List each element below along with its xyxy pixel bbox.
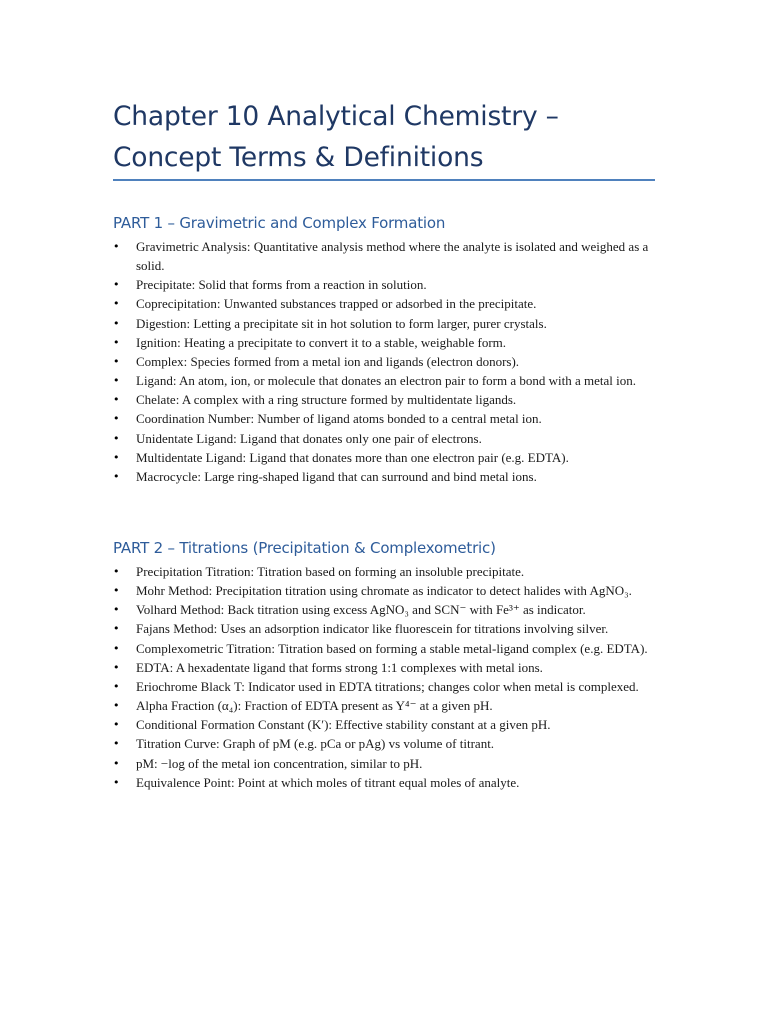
definition-text: Coprecipitation: Unwanted substances trapped or adsorbed in the precipitate. — [136, 296, 537, 312]
bullet-icon: • — [113, 603, 120, 617]
bullet-icon: • — [113, 374, 120, 388]
bullet-icon: • — [113, 775, 120, 789]
definition-item — [113, 773, 658, 792]
bullet-icon: • — [113, 469, 120, 483]
definition-item — [113, 237, 658, 275]
definition-text: Precipitate: Solid that forms from a reaction in solution. — [136, 277, 427, 293]
bullet-icon: • — [113, 679, 120, 693]
definition-item — [113, 371, 658, 390]
bullet-icon: • — [113, 316, 120, 330]
bullet-icon: • — [113, 354, 120, 368]
bullet-icon: • — [113, 737, 120, 751]
bullet-icon: • — [113, 622, 120, 636]
section-heading-part-2: PART 2 – Titrations (Precipitation & Complexometric) — [113, 539, 496, 557]
definition-list-part-2 — [113, 562, 658, 792]
bullet-icon: • — [113, 584, 120, 598]
definition-item — [113, 314, 658, 333]
bullet-icon: • — [113, 278, 120, 292]
definition-item — [113, 333, 658, 352]
definition-text: Alpha Fraction (α₄): Fraction of EDTA present as Y⁴⁻ at a given pH. — [136, 698, 493, 714]
definition-item — [113, 600, 658, 619]
definition-text: pM: −log of the metal ion concentration, similar to pH. — [136, 755, 423, 771]
bullet-icon: • — [113, 240, 120, 253]
definition-text: Gravimetric Analysis: Quantitative analysis method where the analyte is isolated and weighed as a solid. — [136, 239, 649, 274]
definition-text: Fajans Method: Uses an adsorption indicator like fluorescein for titrations involving silver. — [136, 621, 609, 637]
definition-text: EDTA: A hexadentate ligand that forms strong 1:1 complexes with metal ions. — [136, 659, 543, 675]
definition-text: Unidentate Ligand: Ligand that donates only one pair of electrons. — [136, 430, 482, 446]
definition-item — [113, 696, 658, 715]
title-underline-rule — [113, 179, 655, 181]
definition-item — [113, 754, 658, 773]
bullet-icon: • — [113, 699, 120, 713]
definition-text: Eriochrome Black T: Indicator used in EDTA titrations; changes color when metal is complexed. — [136, 678, 639, 694]
definition-text: Precipitation Titration: Titration based on forming an insoluble precipitate. — [136, 564, 525, 579]
bullet-icon: • — [113, 450, 120, 464]
definition-text: Macrocycle: Large ring-shaped ligand that can surround and bind metal ions. — [136, 468, 537, 484]
definition-text: Digestion: Letting a precipitate sit in hot solution to form larger, purer crystals. — [136, 315, 547, 331]
definition-item — [113, 562, 658, 581]
definition-item — [113, 294, 658, 313]
bullet-icon: • — [113, 335, 120, 349]
definition-text: Coordination Number: Number of ligand atoms bonded to a central metal ion. — [136, 411, 542, 427]
definition-text: Complex: Species formed from a metal ion and ligands (electron donors). — [136, 353, 520, 369]
definition-item — [113, 715, 658, 734]
section-heading-part-1: PART 1 – Gravimetric and Complex Formation — [113, 214, 446, 232]
definition-text: Mohr Method: Precipitation titration using chromate as indicator to detect halides with AgNO₃. — [136, 583, 632, 599]
bullet-icon: • — [113, 641, 120, 655]
definition-item — [113, 734, 658, 753]
definition-text: Chelate: A complex with a ring structure formed by multidentate ligands. — [136, 392, 517, 408]
definition-item — [113, 409, 658, 428]
definition-text: Equivalence Point: Point at which moles of titrant equal moles of analyte. — [136, 774, 520, 790]
document-title — [113, 96, 658, 178]
definition-text: Ligand: An atom, ion, or molecule that donates an electron pair to form a bond with a metal ion. — [136, 373, 637, 389]
bullet-icon: • — [113, 431, 120, 445]
definition-text: Ignition: Heating a precipitate to convert it to a stable, weighable form. — [136, 334, 507, 350]
definition-text: Conditional Formation Constant (K′): Effective stability constant at a given pH. — [136, 717, 551, 733]
definition-item — [113, 275, 658, 294]
definition-item — [113, 448, 658, 467]
definition-item — [113, 639, 658, 658]
definition-item — [113, 429, 658, 448]
definition-item — [113, 658, 658, 677]
definition-text: Volhard Method: Back titration using excess AgNO₃ and SCN⁻ with Fe³⁺ as indicator. — [136, 602, 586, 618]
definition-item — [113, 390, 658, 409]
document-title-line-1: Chapter 10 Analytical Chemistry – — [113, 101, 559, 132]
bullet-icon: • — [113, 660, 120, 674]
bullet-icon: • — [113, 718, 120, 732]
definition-item — [113, 677, 658, 696]
definition-text: Multidentate Ligand: Ligand that donates more than one electron pair (e.g. EDTA). — [136, 449, 569, 465]
definition-text: Complexometric Titration: Titration based on forming a stable metal-ligand complex (e.g. EDTA). — [136, 640, 648, 656]
bullet-icon: • — [113, 565, 120, 578]
bullet-icon: • — [113, 297, 120, 311]
definition-item — [113, 352, 658, 371]
document-title-line-2: Concept Terms & Definitions — [113, 142, 484, 173]
definition-list-part-1 — [113, 237, 658, 486]
definition-text: Titration Curve: Graph of pM (e.g. pCa or pAg) vs volume of titrant. — [136, 736, 495, 752]
definition-item — [113, 619, 658, 638]
definition-item — [113, 467, 658, 486]
bullet-icon: • — [113, 756, 120, 770]
bullet-icon: • — [113, 412, 120, 426]
bullet-icon: • — [113, 393, 120, 407]
definition-item — [113, 581, 658, 600]
